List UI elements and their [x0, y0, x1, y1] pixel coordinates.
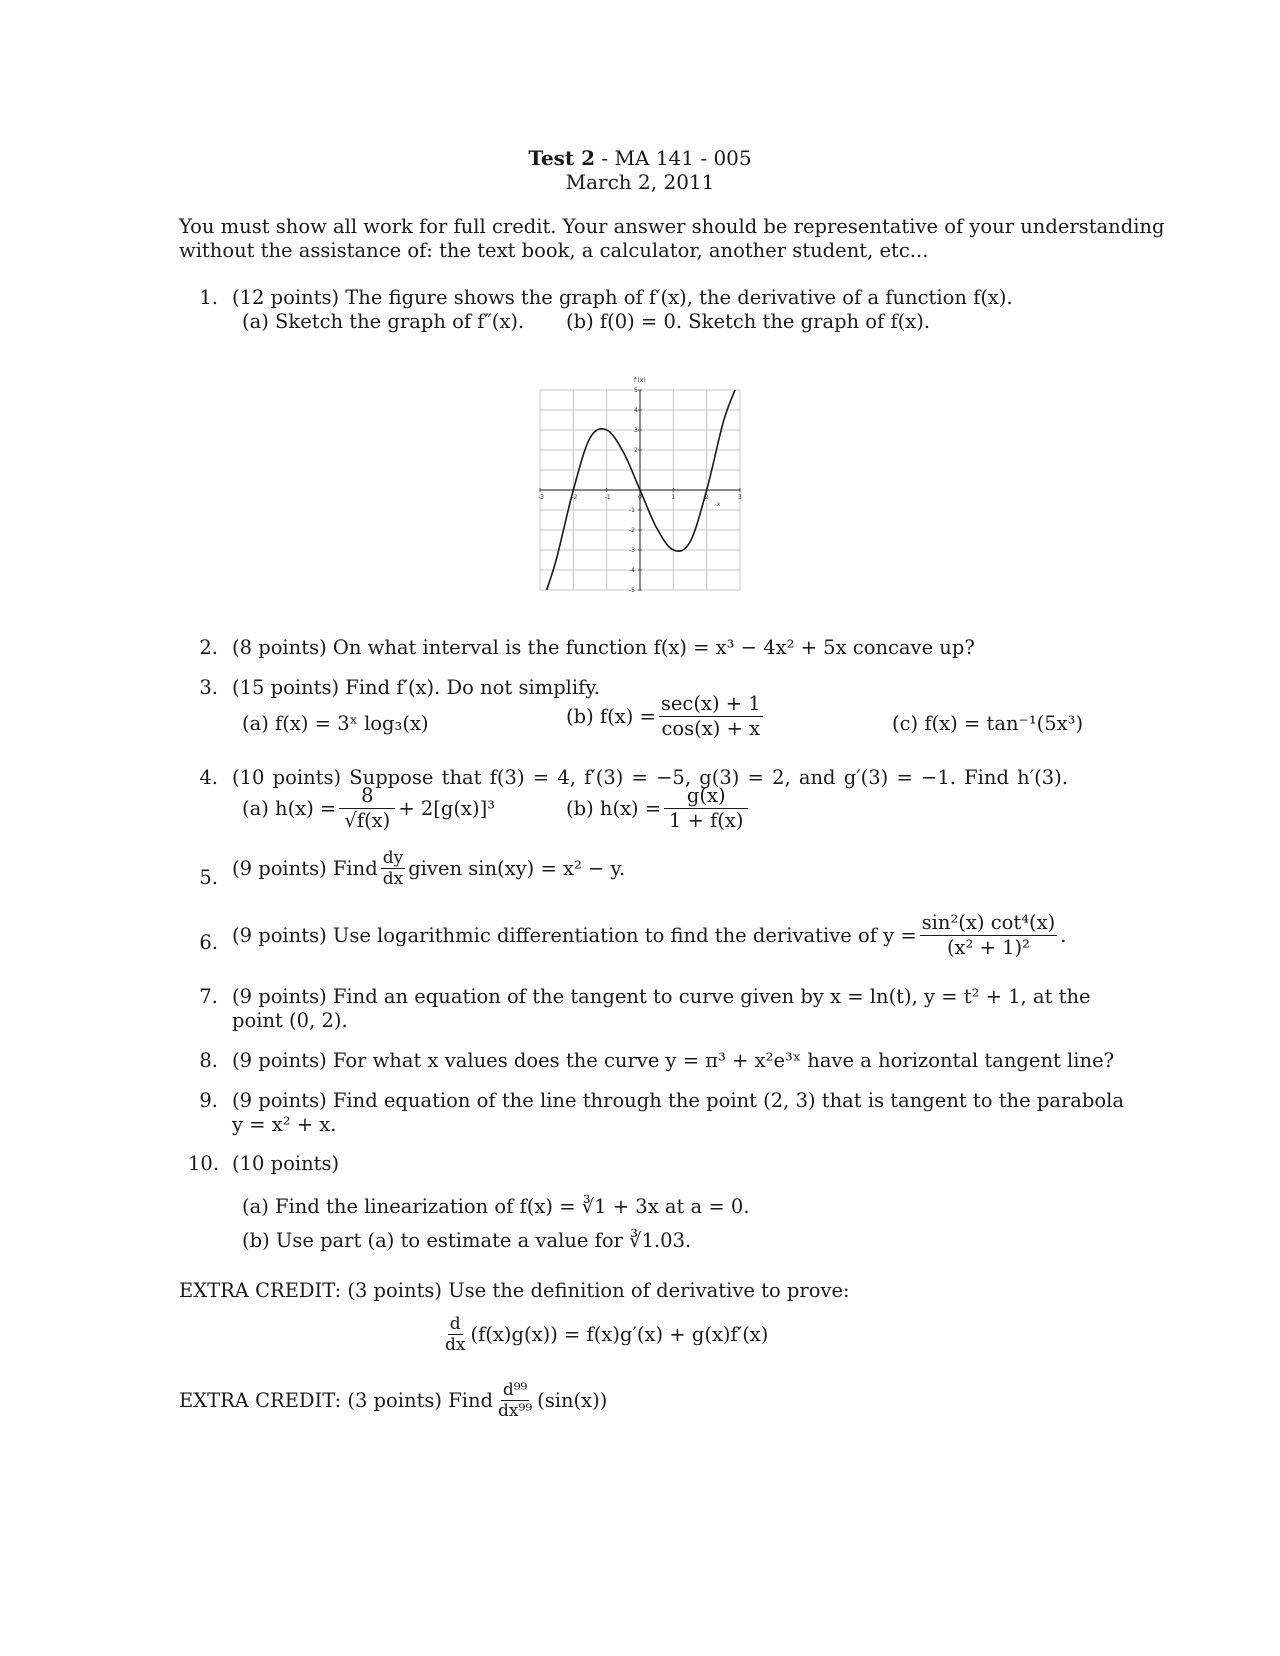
q6-prefix: (9 points) Use logarithmic differentiation to find the derivative of y =: [232, 923, 917, 947]
extra2-numerator: d⁹⁹: [502, 1380, 528, 1400]
q5-text: [232, 848, 625, 889]
q9-number: 9.: [199, 1089, 218, 1112]
q3-part-b: [566, 692, 766, 741]
q4-b-fraction: [664, 784, 748, 833]
graph-title: f′(x): [634, 377, 646, 384]
q7-text-line-1: (9 points) Find an equation of the tangent to curve given by x = ln(t), y = t² + 1, at the: [232, 985, 1091, 1008]
q4-a-numerator: 8: [339, 784, 395, 809]
y-tick-label: -2: [629, 527, 635, 534]
q5-suffix: given sin(xy) = x² − y.: [408, 856, 626, 880]
q5-denominator: dx: [382, 869, 404, 889]
q3-text: (15 points) Find f′(x). Do not simplify.: [232, 676, 600, 699]
extra2-denominator: dx⁹⁹: [498, 1401, 533, 1421]
q3-part-a: (a) f(x) = 3ˣ log₃(x): [242, 712, 429, 735]
y-tick-label: -5: [629, 587, 635, 594]
extra1-denominator: dx: [445, 1335, 466, 1355]
q1-number: 1.: [199, 286, 218, 309]
q4-part-a: [242, 784, 495, 833]
title-bold: Test 2: [528, 146, 596, 170]
q1-part-a: (a) Sketch the graph of f″(x).: [242, 310, 525, 333]
q3-b-prefix: (b) f(x) =: [566, 704, 656, 728]
extra1-fraction: [443, 1314, 467, 1355]
y-tick-label: -4: [629, 567, 635, 574]
q3-b-numerator: sec(x) + 1: [660, 692, 761, 715]
extra-credit-2: [179, 1380, 607, 1421]
q3-part-c: (c) f(x) = tan⁻¹(5x³): [892, 712, 1084, 735]
q1-part-b: (b) f(0) = 0. Sketch the graph of f(x).: [566, 310, 931, 333]
q6-text: [232, 911, 1066, 960]
q6-suffix: .: [1060, 923, 1067, 947]
extra1-formula-body: (f(x)g(x)) = f(x)g′(x) + g(x)f′(x): [470, 1322, 769, 1346]
q4-number: 4.: [199, 766, 218, 789]
q8-text: (9 points) For what x values does the curve y = π³ + x²e³ˣ have a horizontal tangent line?: [232, 1049, 1115, 1072]
extra2-fraction: [496, 1380, 534, 1421]
q4-part-b: [566, 784, 751, 833]
x-tick-label: 3: [738, 494, 742, 501]
q6-fraction: [920, 911, 1058, 960]
x-tick-label: -3: [538, 494, 544, 501]
q6-number: 6.: [199, 931, 218, 954]
y-tick-label: 3: [634, 427, 638, 434]
q4-a-fraction: [339, 784, 395, 833]
q8-number: 8.: [199, 1049, 218, 1072]
q5-number: 5.: [199, 866, 218, 889]
derivative-graph: [520, 370, 760, 600]
q3-b-denominator: cos(x) + x: [661, 717, 761, 740]
q9-text-line-1: (9 points) Find equation of the line through the point (2, 3) that is tangent to the parabola: [232, 1089, 1124, 1112]
q4-a-prefix: (a) h(x) =: [242, 796, 337, 820]
extra-credit-1-formula: [440, 1314, 768, 1355]
q2-text: (8 points) On what interval is the function f(x) = x³ − 4x² + 5x concave up?: [232, 636, 975, 659]
x-tick-label: -2: [571, 494, 578, 501]
q4-b-prefix: (b) h(x) =: [566, 796, 662, 820]
y-tick-label: 5: [634, 387, 638, 394]
q7-text-line-2: point (0, 2).: [232, 1009, 348, 1032]
exam-title: [0, 146, 1280, 170]
instructions-line-2: without the assistance of: the text book, a calculator, another student, etc...: [179, 239, 929, 262]
q4-b-numerator: g(x): [664, 784, 748, 809]
y-tick-label: -3: [629, 547, 635, 554]
extra-credit-1-text: EXTRA CREDIT: (3 points) Use the definition of derivative to prove:: [179, 1279, 850, 1302]
q5-prefix: (9 points) Find: [232, 856, 378, 880]
y-tick-label: 2: [634, 447, 638, 454]
q10-number: 10.: [188, 1152, 220, 1175]
q6-denominator: (x² + 1)²: [946, 936, 1030, 959]
q2-number: 2.: [199, 636, 218, 659]
title-rest: - MA 141 - 005: [595, 146, 752, 170]
q6-numerator: sin²(x) cot⁴(x): [921, 911, 1056, 934]
q10-text: (10 points): [232, 1152, 340, 1175]
exam-date: March 2, 2011: [565, 170, 715, 194]
extra2-suffix: (sin(x)): [537, 1388, 608, 1412]
q3-b-fraction: [659, 692, 763, 741]
q10-part-a: (a) Find the linearization of f(x) = ∛1 + 3x at a = 0.: [242, 1195, 750, 1218]
q9-text-line-2: y = x² + x.: [232, 1113, 337, 1136]
y-tick-label: -1: [629, 507, 635, 514]
x-tick-label: 1: [671, 494, 676, 501]
instructions-line-1: You must show all work for full credit. Your answer should be representative of your understanding: [179, 215, 1165, 238]
y-tick-label: 4: [634, 407, 638, 414]
extra2-prefix: EXTRA CREDIT: (3 points) Find: [179, 1388, 494, 1412]
q4-b-denominator: 1 + f(x): [668, 809, 744, 832]
x-tick-label: -1: [604, 494, 611, 501]
x-tick-label: 2: [704, 494, 709, 501]
q3-number: 3.: [199, 676, 218, 699]
q1-text: (12 points) The figure shows the graph of f′(x), the derivative of a function f(x).: [232, 286, 1013, 309]
q4-text: (10 points) Suppose that f(3) = 4, f′(3) = −5, g(3) = 2, and g′(3) = −1. Find h′(3).: [232, 766, 1068, 789]
q10-part-b: (b) Use part (a) to estimate a value for ∛1.03.: [242, 1229, 692, 1252]
x-tick-label: 0: [638, 494, 642, 501]
q4-a-suffix: + 2[g(x)]³: [398, 796, 496, 820]
q5-numerator: dy: [382, 848, 404, 868]
q7-number: 7.: [199, 985, 218, 1008]
q4-a-denominator: √f(x): [344, 809, 391, 832]
extra1-numerator: d: [449, 1314, 461, 1334]
q5-fraction: [381, 848, 406, 889]
graph-x-label: x: [716, 501, 721, 508]
